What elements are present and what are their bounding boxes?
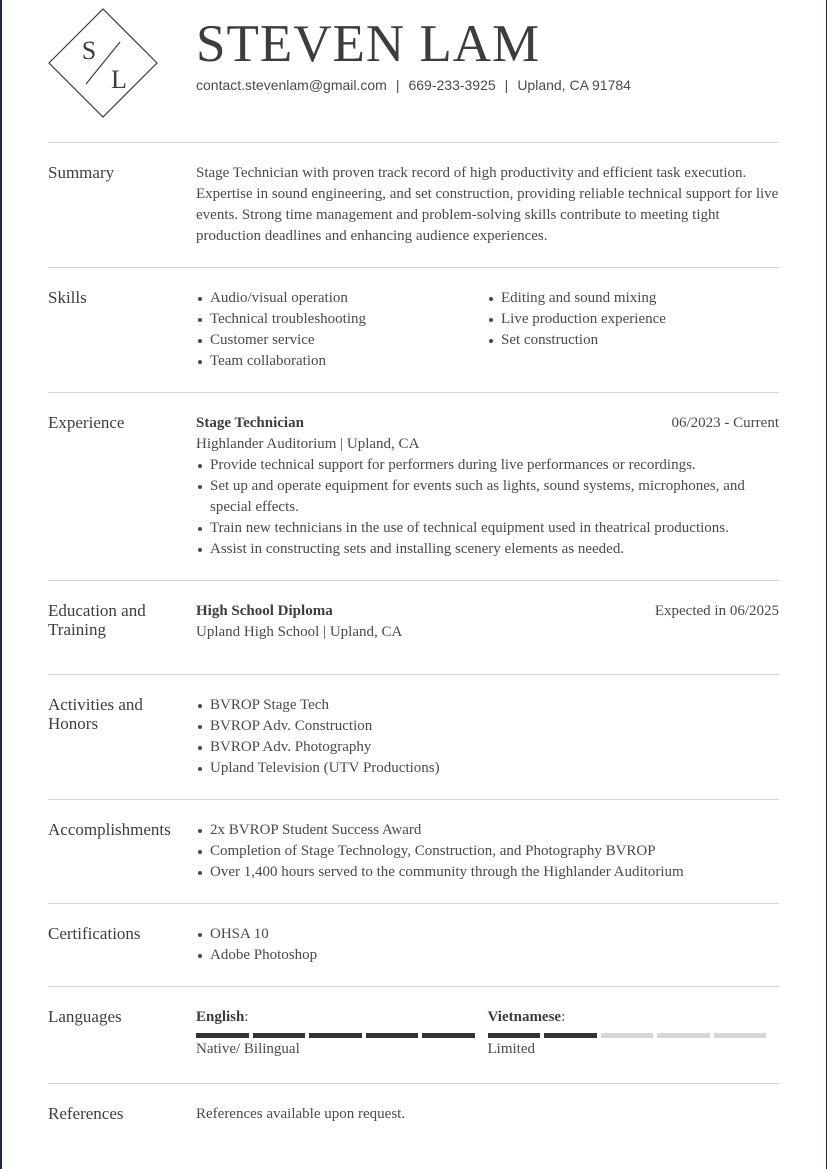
experience-section — [48, 413, 779, 560]
proficiency-segment-filled — [488, 1033, 541, 1038]
proficiency-segment-filled — [309, 1033, 362, 1038]
job-header — [196, 413, 779, 434]
education-section — [48, 601, 779, 655]
section-divider — [48, 1083, 779, 1084]
activity-item: Upland Television (UTV Productions) — [196, 758, 779, 779]
section-title-references: References — [48, 1104, 124, 1123]
job-bullet: Train new technicians in the use of technical equipment used in theatrical productions. — [196, 518, 779, 539]
monogram-initial-top: S — [81, 36, 97, 65]
language-entry — [196, 1007, 488, 1059]
job-bullet: Provide technical support for performers during live performances or recordings. — [196, 455, 779, 476]
contact-separator: | — [395, 77, 400, 93]
language-level: Limited — [487, 1041, 535, 1057]
language-label: English: — [196, 1009, 249, 1025]
skills-list — [196, 288, 779, 372]
section-title-education: Education and Training — [48, 601, 146, 639]
accomplishment-item: Completion of Stage Technology, Construction, and Photography BVROP — [196, 841, 779, 862]
accomplishments-list — [196, 820, 779, 883]
certification-item: OHSA 10 — [196, 924, 779, 945]
section-divider — [48, 799, 779, 800]
job-bullet: Set up and operate equipment for events such as lights, sound systems, microphones, and special effects. — [196, 476, 779, 518]
section-title-languages: Languages — [48, 1007, 122, 1026]
section-divider — [48, 392, 779, 393]
section-divider — [48, 142, 779, 143]
languages-list — [196, 1007, 779, 1059]
activity-item: BVROP Adv. Construction — [196, 716, 779, 737]
activities-list — [196, 695, 779, 779]
skill-item: Live production experience — [487, 309, 778, 330]
languages-section — [48, 1007, 779, 1063]
references-text: References available upon request. — [196, 1106, 406, 1122]
proficiency-segment-filled — [196, 1033, 249, 1038]
section-title-skills: Skills — [48, 288, 87, 307]
skill-item: Team collaboration — [196, 351, 487, 372]
section-divider — [48, 580, 779, 581]
skill-item: Technical troubleshooting — [196, 309, 487, 330]
section-title-experience: Experience — [48, 413, 125, 432]
job-employer: Highlander Auditorium | Upland, CA — [196, 436, 420, 452]
activity-item: BVROP Adv. Photography — [196, 737, 779, 758]
contact-location: Upland, CA 91784 — [517, 77, 631, 93]
proficiency-segment-filled — [544, 1033, 597, 1038]
proficiency-segment-filled — [366, 1033, 419, 1038]
job-bullet: Assist in constructing sets and installing scenery elements as needed. — [196, 539, 779, 560]
skills-section — [48, 288, 779, 372]
proficiency-segment-empty — [714, 1033, 767, 1038]
skills-column-2 — [487, 288, 778, 372]
references-section — [48, 1104, 779, 1134]
activity-item: BVROP Stage Tech — [196, 695, 779, 716]
education-header — [196, 601, 779, 622]
proficiency-segment-empty — [657, 1033, 710, 1038]
education-date: Expected in 06/2025 — [654, 603, 779, 619]
language-name: English — [196, 1009, 245, 1025]
accomplishment-item: 2x BVROP Student Success Award — [196, 820, 779, 841]
proficiency-segment-filled — [253, 1033, 306, 1038]
language-name: Vietnamese — [487, 1009, 562, 1025]
activities-section — [48, 695, 779, 779]
candidate-name: STEVEN LAM — [196, 15, 541, 73]
contact-email[interactable]: contact.stevenlam@gmail.com — [196, 77, 387, 93]
skills-column-1 — [196, 288, 487, 372]
accomplishments-body — [196, 820, 779, 883]
resume-header — [48, 8, 779, 142]
section-divider — [48, 903, 779, 904]
skill-item: Audio/visual operation — [196, 288, 487, 309]
education-school: Upland High School | Upland, CA — [196, 624, 403, 640]
proficiency-segment-empty — [601, 1033, 654, 1038]
section-divider — [48, 986, 779, 987]
language-entry — [488, 1007, 780, 1059]
accomplishments-section — [48, 820, 779, 883]
skill-item: Set construction — [487, 330, 778, 351]
section-title-activities: Activities and Honors — [48, 695, 143, 733]
section-divider — [48, 674, 779, 675]
language-level: Native/ Bilingual — [196, 1041, 300, 1057]
contact-phone[interactable]: 669-233-3925 — [408, 77, 496, 93]
proficiency-segment-filled — [422, 1033, 475, 1038]
certifications-body — [196, 924, 779, 966]
language-proficiency-bar — [488, 1033, 767, 1038]
language-label: Vietnamese: — [487, 1009, 566, 1025]
monogram-logo — [48, 8, 158, 118]
contact-line — [196, 76, 631, 94]
education-entry — [196, 601, 779, 643]
certification-item: Adobe Photoshop — [196, 945, 779, 966]
summary-section — [48, 163, 779, 247]
summary-text: Stage Technician with proven track record of high productivity and efficient task execution. Expertise in sound engineering, and set construction, providing reliable technical support for live events. Strong time management and problem-solving skills contribute to meeting tight production deadlines and enhancing audience experiences. — [196, 165, 779, 244]
skill-item: Editing and sound mixing — [487, 288, 778, 309]
experience-entry — [196, 413, 779, 560]
job-title: Stage Technician — [196, 415, 304, 431]
section-divider — [48, 267, 779, 268]
contact-separator: | — [504, 77, 509, 93]
job-bullets — [196, 455, 779, 560]
section-title-certifications: Certifications — [48, 924, 141, 943]
certifications-list — [196, 924, 779, 966]
monogram-initial-bottom: L — [111, 65, 127, 94]
job-dates: 06/2023 - Current — [671, 415, 779, 431]
education-degree: High School Diploma — [196, 603, 333, 619]
activities-body — [196, 695, 779, 779]
skill-item: Customer service — [196, 330, 487, 351]
section-title-summary: Summary — [48, 163, 115, 182]
certifications-section — [48, 924, 779, 966]
language-proficiency-bar — [196, 1033, 475, 1038]
accomplishment-item: Over 1,400 hours served to the community through the Highlander Auditorium — [196, 862, 779, 883]
section-title-accomplishments: Accomplishments — [48, 820, 171, 839]
